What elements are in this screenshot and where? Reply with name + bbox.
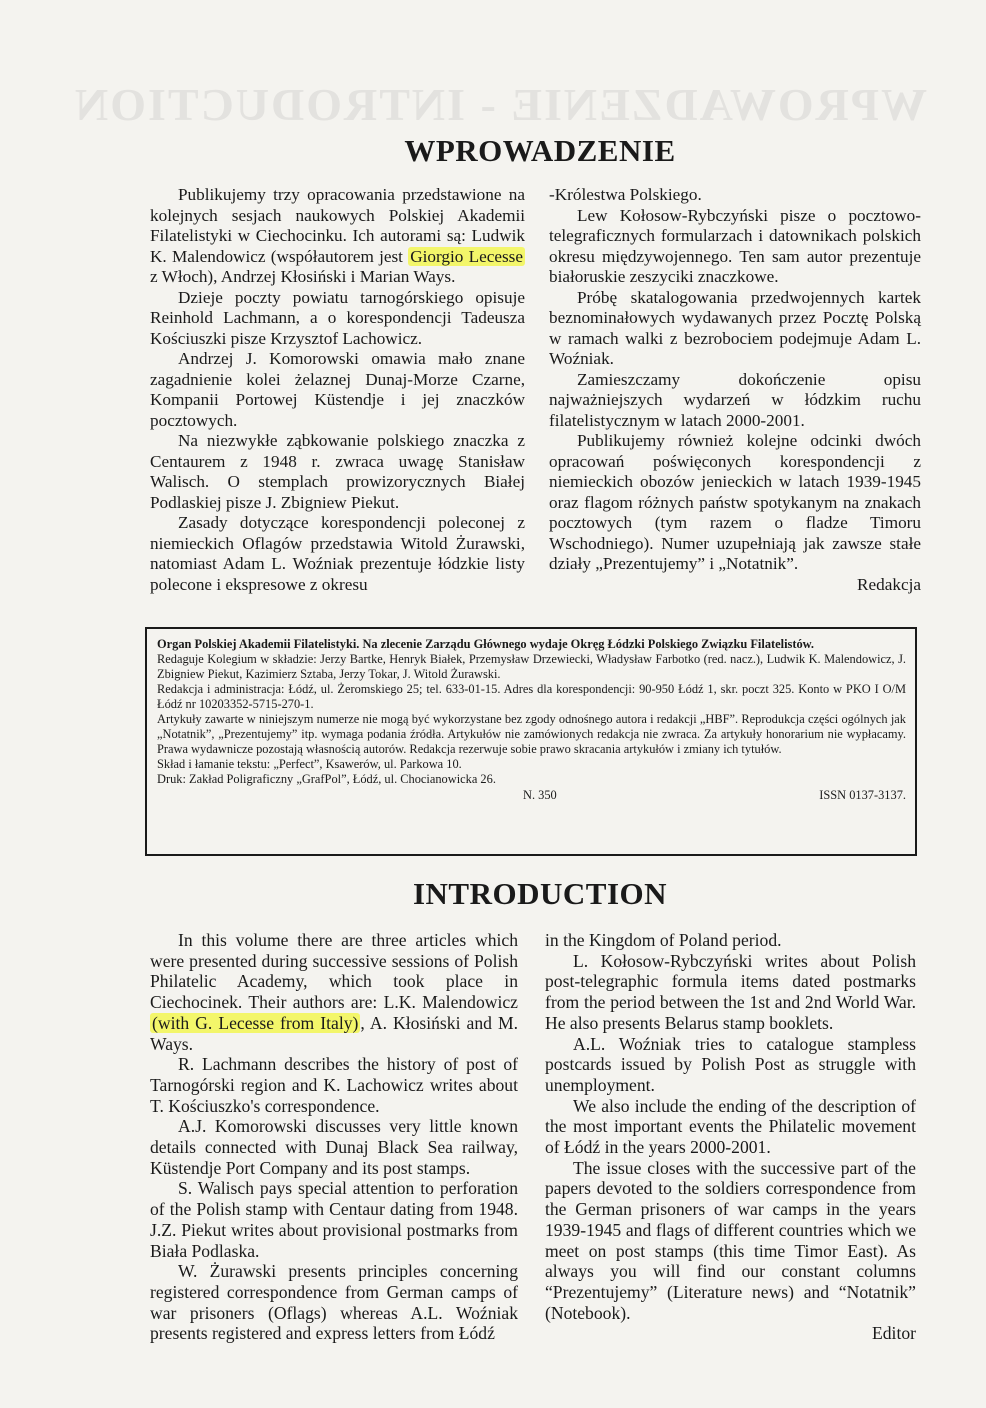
english-heading: INTRODUCTION [412, 876, 668, 911]
polish-heading: WPROWADZENIE [404, 133, 676, 168]
polish-paragraph: Publikujemy również kolejne odcinki dwóch opracowań poświęconych korespondencji z niemieckich obozów jenieckich w latach 1939-1945 oraz flagom różnych państw spotykanym na znakach pocztowych (tym razem o fladze Timoru Wschodniego). Numer uzupełniają jak zawsze stałe działy „Prezentujemy” i „Notatnik”. [549, 431, 921, 573]
english-paragraph: in the Kingdom of Poland period. [545, 930, 782, 950]
imprint-rights: Artykuły zawarte w niniejszym numerze nie mogą być wykorzystane bez zgody odnośnego autora i redakcji „HBF”. Reprodukcja części ogólnych jak „Notatnik”, „Prezentujemy” itp. wymaga podania źródła. Artykułów nie zamówionych redakcja nie zwraca. Za artykuły honorarium nie wypłacamy. Prawa wydawnicze pozostają własnością autorów. Redakcja rezerwuje sobie prawo skracania artykułów i zmiany ich tytułów. [157, 712, 906, 756]
polish-right-column [549, 185, 921, 595]
highlighted-name: Giorgio Lecesse [410, 246, 523, 266]
polish-left-column [150, 185, 525, 595]
english-paragraph: A.L. Woźniak tries to catalogue stampless postcards issued by Polish Post as struggle with unemployment. [545, 1033, 916, 1095]
imprint-printing: Druk: Zakład Poligraficzny „GrafPol”, Łódź, ul. Chocianowicka 26. [157, 772, 496, 786]
polish-paragraph: -Królestwa Polskiego. [549, 185, 702, 204]
polish-paragraph: Andrzej J. Komorowski omawia mało znane zagadnienie kolei żelaznej Dunaj-Morze Czarne, Kompanii Portowej Küstendje i jej znaczków pocztowych. [150, 349, 525, 430]
polish-paragraph: Zasady dotyczące korespondencji poleconej z niemieckich Oflagów przedstawia Witold Żurawski, natomiast Adam L. Woźniak prezentuje łódzkie listy polecone i ekspresowe z okresu [150, 513, 525, 594]
imprint-address: Redakcja i administracja: Łódź, ul. Żeromskiego 25; tel. 633-01-15. Adres dla korespondencji: 90-950 Łódź 1, skr. poczt 325. Konto w PKO I O/M Łódź nr 10203352-5715-270-1. [157, 682, 906, 711]
english-right-column [545, 930, 916, 1344]
imprint-publisher: Organ Polskiej Akademii Filatelistyki. Na zlecenie Zarządu Głównego wydaje Okręg Łódzki Polskiego Związku Filatelistów. [157, 637, 815, 651]
english-paragraph: The issue closes with the successive part of the papers devoted to the soldiers correspondence from the German prisoners of war camps in the years 1939-1945 and flags of different countries which we meet on post stamps (this time Timor East). As always you will find our constant columns “Prezentujemy” (Literature news) and “Notatnik” (Notebook). [545, 1157, 916, 1323]
polish-paragraph: Na niezwykłe ząbkowanie polskiego znaczka z Centaurem z 1948 r. zwraca uwagę Stanisław Walisch. O stemplach prowizorycznych Białej Podlaskiej pisze J. Zbigniew Piekut. [150, 431, 525, 512]
english-paragraph: W. Żurawski presents principles concerning registered correspondence from German camps of war prisoners (Oflags) whereas A.L. Woźniak presents registered and express letters from Łódź [150, 1261, 518, 1344]
text-run: , A. Kłosiński and M. Ways. [150, 1012, 518, 1054]
polish-signature: Redakcja [857, 574, 921, 594]
text-run: Publikujemy trzy opracowania przedstawione na kolejnych sesjach naukowych Polskiej Akademii Filatelistyki w Ciechocinku. Ich autorami są: Ludwik K. Malendowicz (współautorem jest [150, 185, 525, 266]
imprint-typesetting: Skład i łamanie tekstu: „Perfect”, Ksawerów, ul. Parkowa 10. [157, 757, 462, 771]
english-signature: Editor [872, 1323, 916, 1344]
bleed-through-text: WPROWADZENIE - INTRODUCTION [73, 79, 927, 130]
polish-paragraph: Dzieje poczty powiatu tarnogórskiego opisuje Reinhold Lachmann, a o korespondencji Tadeusza Kościuszki pisze Krzysztof Lachowicz. [150, 287, 525, 348]
imprint-footer [157, 788, 906, 803]
issn: ISSN 0137-3137. [819, 788, 906, 802]
polish-paragraph: Próbę skatalogowania przedwojennych kartek beznominałowych wydawanych przez Pocztę Polską w ramach walki z bezrobociem podejmuje Adam L. Woźniak. [549, 287, 921, 368]
english-left-column [150, 930, 518, 1344]
english-paragraph: R. Lachmann describes the history of post of Tarnogórski region and K. Lachowicz writes about T. Kościuszko's correspondence. [150, 1054, 518, 1116]
english-paragraph: A.J. Komorowski discusses very little known details connected with Dunaj Black Sea railway, Küstendje Port Company and its post stamps. [150, 1116, 518, 1178]
imprint-box [145, 627, 917, 856]
text-run: In this volume there are three articles which were presented during successive sessions of Polish Philatelic Academy, which took place in Ciechocinek. Their authors are: L.K. Malendowicz [150, 930, 518, 1013]
highlighted-name: (with G. Lecesse from Italy) [152, 1012, 359, 1033]
english-paragraph [150, 930, 518, 1054]
issue-number: N. 350 [523, 788, 557, 802]
polish-paragraph: Zamieszczamy dokończenie opisu najważniejszych wydarzeń w łódzkim ruchu filatelistycznym w latach 2000-2001. [549, 369, 921, 430]
text-run: z Włoch), Andrzej Kłosiński i Marian Ways. [150, 267, 456, 286]
english-paragraph: We also include the ending of the description of the most important events the Philatelic movement of Łódź in the years 2000-2001. [545, 1095, 916, 1158]
imprint-editors: Redaguje Kolegium w składzie: Jerzy Bartke, Henryk Białek, Przemysław Drzewiecki, Władysław Farbotko (red. nacz.), Ludwik K. Malendowicz, J. Zbigniew Piekut, Kazimierz Sztaba, Jerzy Tokar, J. Witold Żurawski. [157, 652, 906, 681]
english-paragraph: L. Kołosow-Rybczyński writes about Polish post-telegraphic formula items dated postmarks from the period between the 1st and 2nd World War. He also presents Belarus stamp booklets. [545, 950, 916, 1033]
polish-paragraph [150, 185, 525, 288]
polish-paragraph: Lew Kołosow-Rybczyński pisze o pocztowo-telegraficznych formularzach i datownikach polskich okresu międzywojennego. Ten sam autor prezentuje białoruskie zeszyciki znaczkowe. [549, 205, 921, 286]
english-paragraph: S. Walisch pays special attention to perforation of the Polish stamp with Centaur dating from 1948. J.Z. Piekut writes about provisional postmarks from Biała Podlaska. [150, 1178, 518, 1261]
